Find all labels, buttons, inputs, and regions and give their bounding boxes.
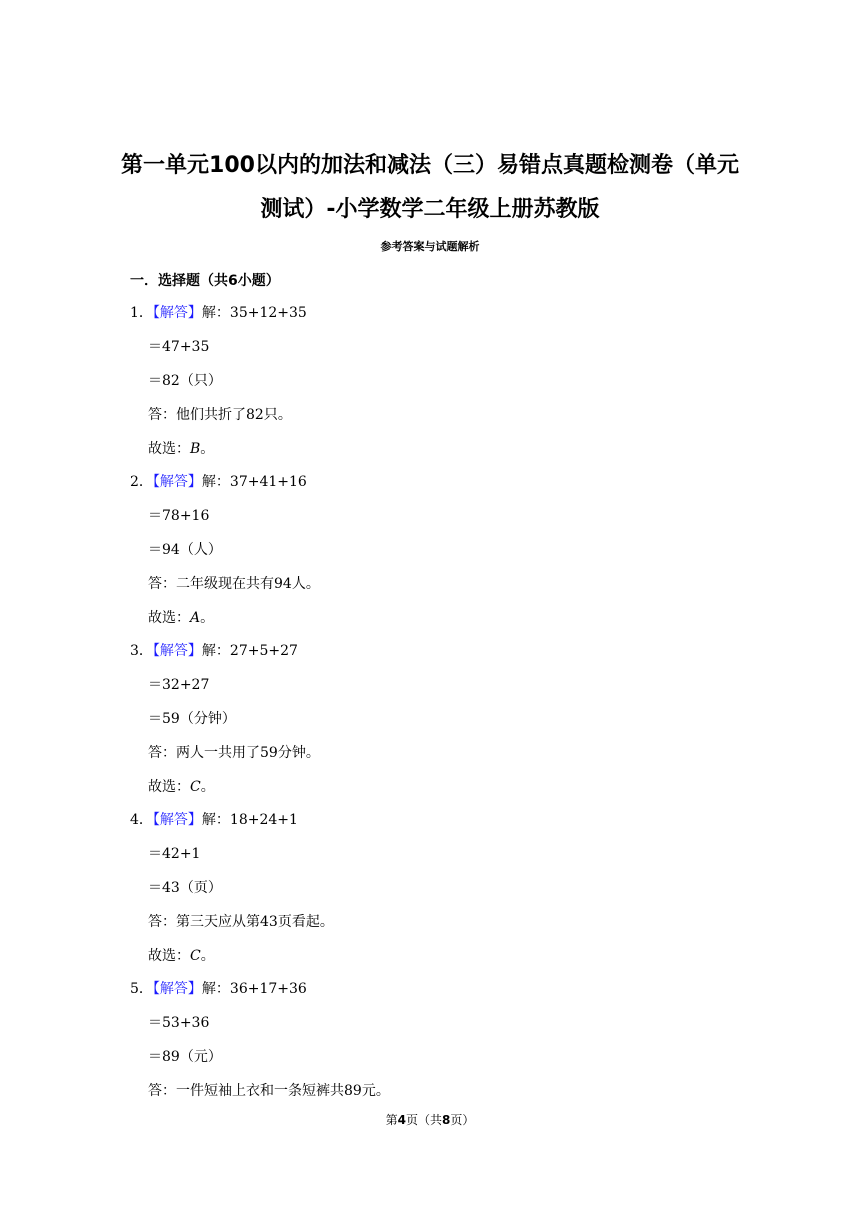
answer-tag: 【解答】 bbox=[152, 305, 202, 321]
footer-pre: 第 bbox=[385, 1113, 398, 1127]
footer-mid: 页（共 bbox=[405, 1113, 442, 1127]
question-number: 3． bbox=[130, 643, 153, 659]
footer-post: 页） bbox=[450, 1113, 475, 1127]
question-number: 1． bbox=[130, 305, 153, 321]
choice-suffix: 。 bbox=[200, 948, 215, 964]
choice-prefix: 故选： bbox=[148, 610, 190, 626]
choice-suffix: 。 bbox=[200, 441, 215, 457]
question-2-choice bbox=[148, 609, 214, 627]
question-2-header bbox=[130, 473, 307, 491]
total-page-number: 8 bbox=[442, 1113, 451, 1127]
document-title-line-2: 测试）-小学数学二年级上册苏教版 bbox=[260, 197, 600, 222]
question-4-step-1: ＝42+1 bbox=[148, 846, 201, 862]
question-number: 5． bbox=[130, 981, 153, 997]
answer-tag: 【解答】 bbox=[152, 981, 202, 997]
question-1-answer: 答：他们共折了82只。 bbox=[148, 407, 292, 423]
question-1-step-2: ＝82（只） bbox=[148, 373, 222, 389]
question-number: 4． bbox=[130, 812, 153, 828]
expression: 27+5+27 bbox=[229, 643, 298, 659]
question-1-step-1: ＝47+35 bbox=[148, 339, 210, 355]
answer-tag: 【解答】 bbox=[152, 812, 202, 828]
choice-suffix: 。 bbox=[200, 779, 215, 795]
solution-prefix: 解： bbox=[201, 305, 230, 321]
answer-tag: 【解答】 bbox=[152, 643, 202, 659]
question-4-step-2: ＝43（页） bbox=[148, 880, 222, 896]
question-4-header bbox=[130, 811, 298, 829]
document-subtitle: 参考答案与试题解析 bbox=[380, 240, 480, 253]
question-4-choice bbox=[148, 947, 215, 965]
question-3-step-2: ＝59（分钟） bbox=[148, 711, 236, 727]
choice-prefix: 故选： bbox=[148, 779, 190, 795]
question-number: 2． bbox=[130, 474, 153, 490]
question-3-header bbox=[130, 642, 298, 660]
page-footer bbox=[0, 1111, 860, 1128]
choice-suffix: 。 bbox=[200, 610, 215, 626]
solution-prefix: 解： bbox=[201, 474, 230, 490]
answer-tag: 【解答】 bbox=[152, 474, 202, 490]
question-2-answer: 答：二年级现在共有94人。 bbox=[148, 576, 320, 592]
question-1-header bbox=[130, 304, 307, 322]
question-2-step-1: ＝78+16 bbox=[148, 508, 210, 524]
question-5-header bbox=[130, 980, 307, 998]
question-5-step-1: ＝53+36 bbox=[148, 1015, 210, 1031]
question-1-choice bbox=[148, 440, 214, 458]
choice-letter: C bbox=[190, 779, 201, 795]
question-5-answer: 答：一件短袖上衣和一条短裤共89元。 bbox=[148, 1083, 390, 1099]
choice-prefix: 故选： bbox=[148, 441, 190, 457]
question-3-answer: 答：两人一共用了59分钟。 bbox=[148, 745, 320, 761]
section-heading: 一．选择题（共6小题） bbox=[130, 273, 280, 289]
expression: 37+41+16 bbox=[229, 474, 307, 490]
expression: 35+12+35 bbox=[229, 305, 307, 321]
choice-letter: A bbox=[190, 610, 201, 626]
document-title-line-1: 第一单元100以内的加法和减法（三）易错点真题检测卷（单元 bbox=[121, 153, 739, 178]
current-page-number: 4 bbox=[397, 1113, 406, 1127]
solution-prefix: 解： bbox=[201, 812, 230, 828]
expression: 36+17+36 bbox=[229, 981, 307, 997]
choice-letter: B bbox=[190, 441, 201, 457]
choice-prefix: 故选： bbox=[148, 948, 190, 964]
question-2-step-2: ＝94（人） bbox=[148, 542, 222, 558]
expression: 18+24+1 bbox=[229, 812, 298, 828]
question-3-choice bbox=[148, 778, 215, 796]
question-3-step-1: ＝32+27 bbox=[148, 677, 210, 693]
question-4-answer: 答：第三天应从第43页看起。 bbox=[148, 914, 334, 930]
question-5-step-2: ＝89（元） bbox=[148, 1049, 222, 1065]
solution-prefix: 解： bbox=[201, 981, 230, 997]
solution-prefix: 解： bbox=[201, 643, 230, 659]
choice-letter: C bbox=[190, 948, 201, 964]
